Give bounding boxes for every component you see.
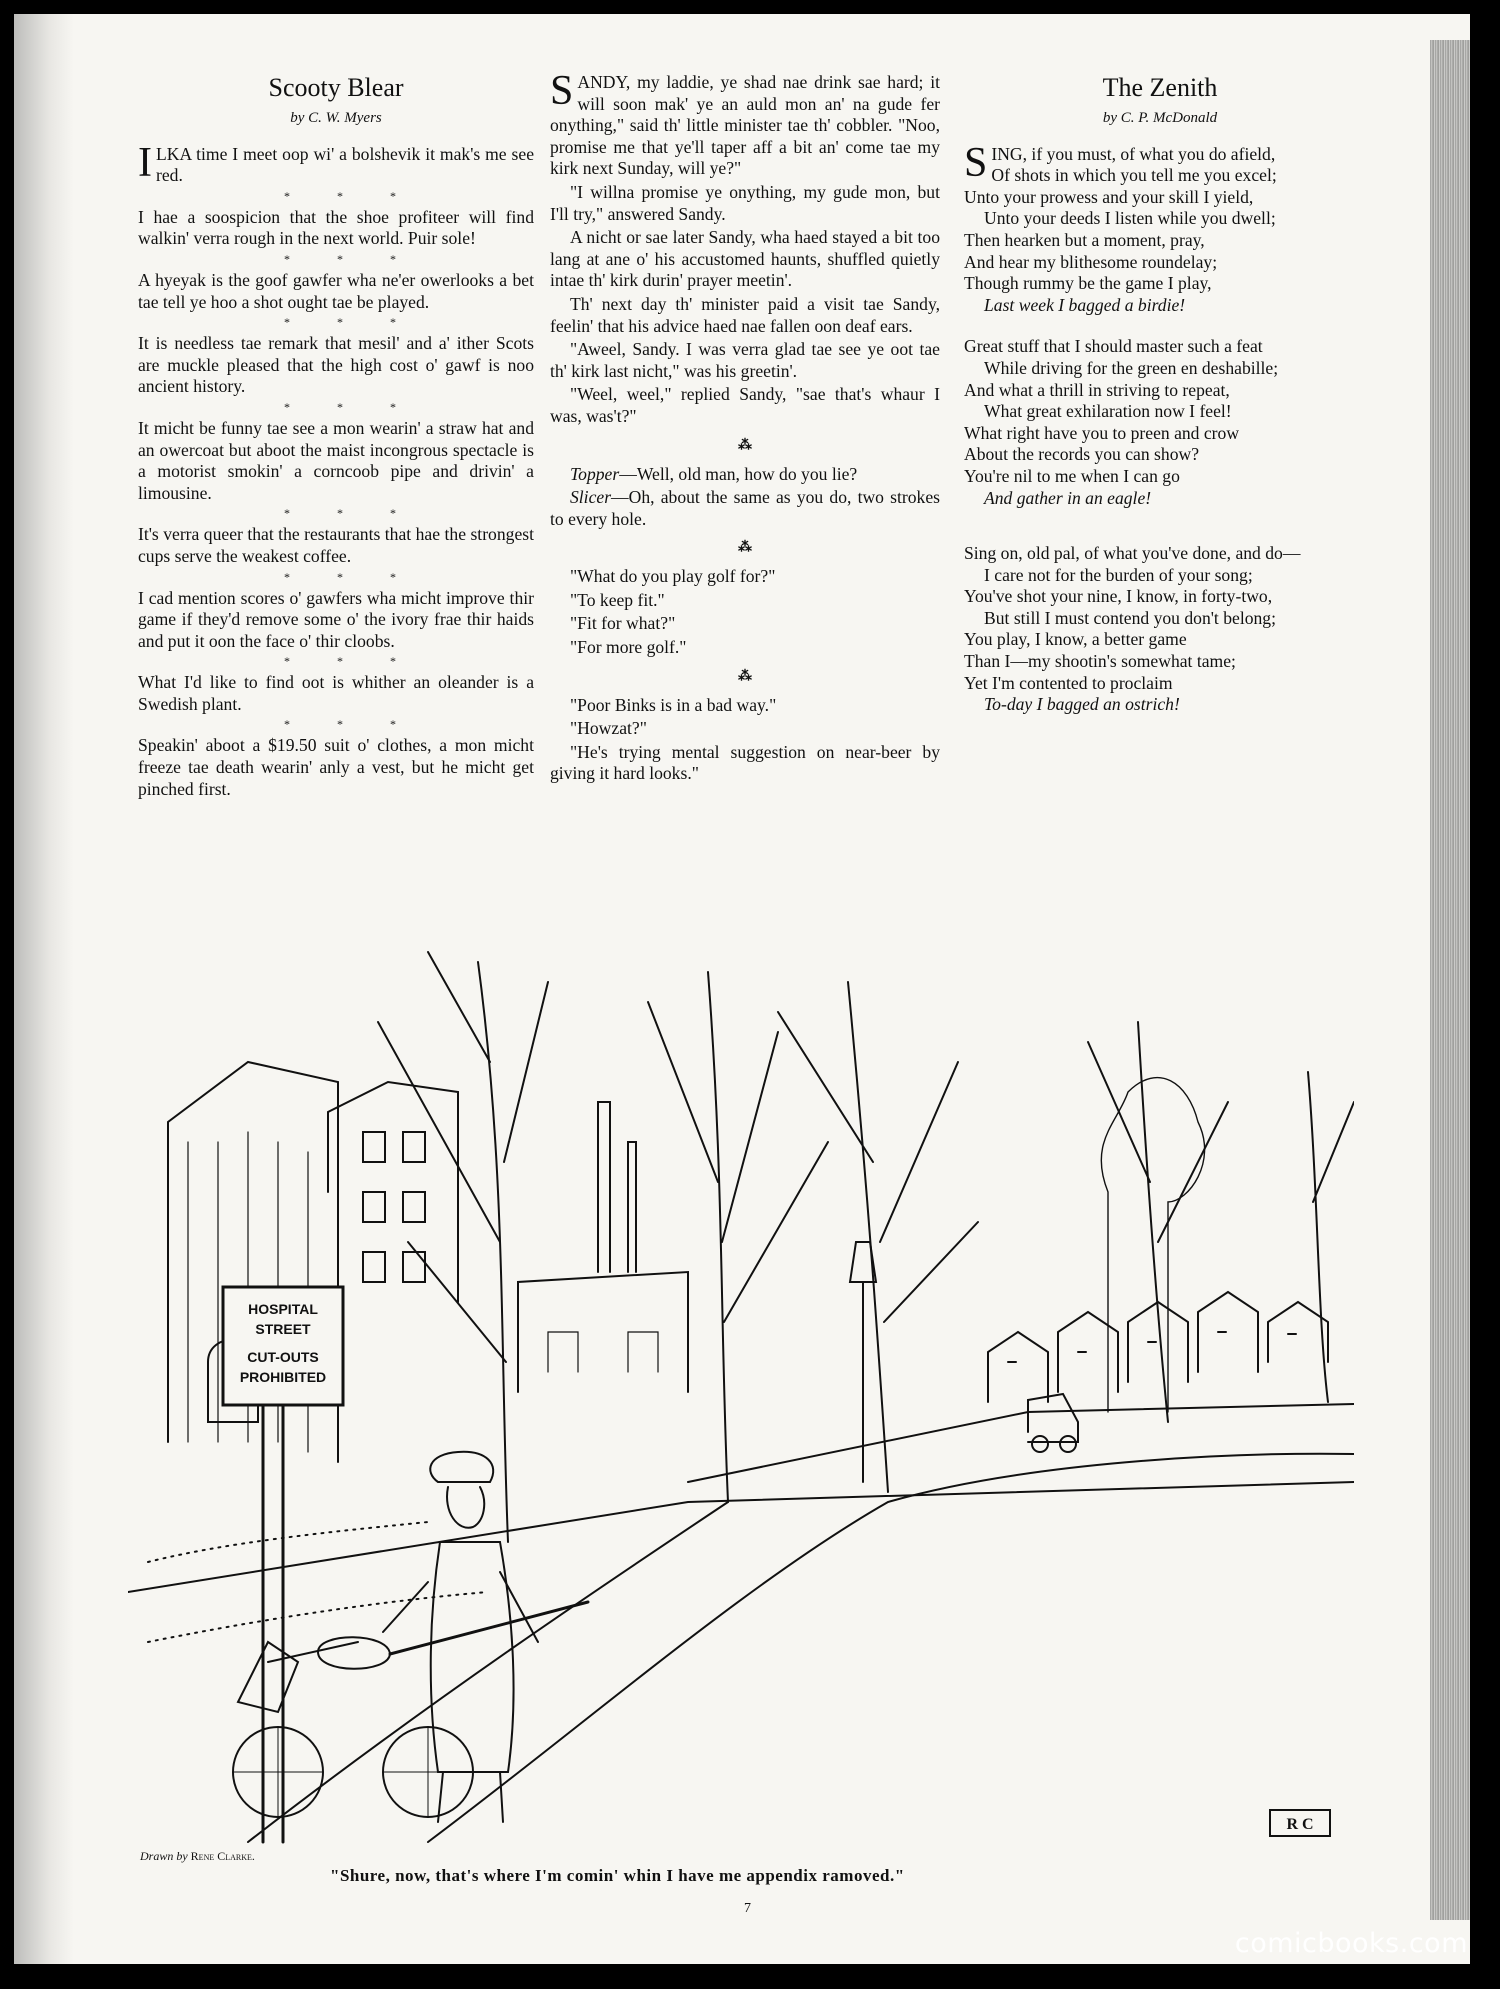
paragraph: "I willna promise ye onything, my gude mon, but I'll try," answered Sandy.	[550, 181, 940, 224]
paragraph: A nicht or sae later Sandy, wha haed stayed a bit too lang at ane o' his accustomed haunts, shuffled quietly intae th' kirk durin' prayer meetin'.	[550, 227, 940, 291]
poem-line: About the records you can show?	[964, 444, 1200, 465]
poem-line: You're nil to me when I can go	[964, 465, 1180, 486]
separator-stars: * * *	[284, 399, 418, 414]
watermark: comicbooks.com	[1234, 1928, 1468, 1959]
svg-text:R C: R C	[1286, 1816, 1314, 1833]
stanza-3	[964, 543, 1356, 716]
stanza-2	[964, 336, 1356, 509]
stanza-1	[964, 139, 1356, 317]
curb-line	[248, 1502, 728, 1842]
poem-line: Than I—my shootin's somewhat tame;	[964, 651, 1236, 672]
street-scene-illustration	[128, 942, 1354, 1846]
road-horizon	[688, 1404, 1354, 1482]
bare-tree	[648, 972, 828, 1502]
paragraph: It is needless tae remark that mesil' and a' ither Scots are muckle pleased that the high cost o' gawf is noo ancient history.	[138, 333, 534, 397]
dialogue-line: "For more golf."	[570, 637, 687, 658]
automobile	[1028, 1394, 1078, 1442]
poem-line: Then hearken but a moment, pray,	[964, 229, 1205, 250]
artist-monogram	[1270, 1810, 1330, 1836]
paragraph: Speakin' aboot a $19.50 suit o' clothes, a mon micht freeze tae death wearin' anly a vest, but he micht get pinched first.	[138, 735, 534, 799]
poem-line: What great exhilaration now I feel!	[984, 401, 1232, 422]
paragraph: It micht be funny tae see a mon wearin' a straw hat and an owercoat but aboot the maist incongrous spectacle is a motorist smokin' a corncoob pipe and drivin' a limousine.	[138, 417, 534, 503]
poem-line: Of shots in which you tell me you excel;	[991, 165, 1277, 186]
paragraph: "Weel, weel," replied Sandy, "sae that's whaur I was, was't?"	[550, 384, 940, 426]
first-paragraph: ILKA time I meet oop wi' a bolshevik it mak's me see red.	[138, 139, 534, 186]
separator-stars: * * *	[284, 654, 418, 669]
page-number: 7	[744, 1901, 751, 1916]
paragraph: I hae a soospicion that the shoe profiteer will find walkin' verra rough in the next world. Puir sole!	[138, 206, 534, 249]
paragraph: I cad mention scores o' gawfers wha micht improve thir game if they'd remove some o' the ivory frae thir haids and put it oon the face o' thir cloobs.	[138, 587, 534, 651]
poem-byline: by C. P. McDonald	[1102, 110, 1218, 126]
ornament-separator: ⁂	[738, 540, 752, 556]
column-scooty-blear	[138, 72, 534, 802]
poem-line: Yet I'm contented to proclaim	[964, 672, 1173, 693]
drop-cap: I	[138, 139, 152, 186]
separator-stars: * * *	[284, 569, 418, 584]
poem-line: And gather in an eagle!	[984, 487, 1152, 508]
separator-stars: * * *	[284, 717, 418, 732]
paragraph: "Aweel, Sandy. I was verra glad tae see ye oot tae th' kirk last nicht," was his greetin'.	[550, 339, 940, 381]
column-the-zenith	[964, 72, 1356, 716]
sign-post	[263, 1405, 283, 1842]
ornament-separator: ⁂	[738, 668, 752, 684]
dialogue-line: "Fit for what?"	[570, 613, 676, 634]
dialogue-line: "What do you play golf for?"	[570, 566, 776, 587]
page-spine-shadow	[14, 14, 74, 1964]
separator-stars: * * *	[284, 188, 418, 203]
bare-tree	[378, 952, 548, 1542]
sign-line: HOSPITAL	[248, 1301, 318, 1317]
sweeper-hat	[430, 1452, 493, 1482]
shovel-handle	[390, 1602, 588, 1654]
poem-line: SING, if you must, of what you do afield,	[964, 139, 1276, 186]
poem-title: The Zenith	[1102, 73, 1218, 102]
bare-tree	[778, 982, 978, 1492]
page-edge-stack	[1430, 40, 1470, 1920]
dialogue-line: Topper—Well, old man, how do you lie?	[570, 463, 858, 484]
poem-line: I care not for the burden of your song;	[984, 564, 1253, 585]
dialogue-line: "Howzat?"	[570, 718, 647, 739]
separator-stars: * * *	[284, 315, 418, 330]
poem-line: But still I must contend you don't belong;	[984, 607, 1276, 628]
separator-stars: * * *	[284, 251, 418, 266]
sign-line: STREET	[255, 1321, 311, 1337]
artist-credit: Drawn by Rene Clarke.	[140, 1849, 255, 1863]
ornament-separator: ⁂	[738, 437, 752, 453]
road-edge	[428, 1454, 1354, 1842]
poem-line: While driving for the green en deshabille;	[984, 357, 1279, 378]
poem-line: You've shot your nine, I know, in forty-two,	[964, 586, 1273, 607]
poem-line: Though rummy be the game I play,	[964, 273, 1212, 294]
sign-line: CUT-OUTS	[247, 1349, 319, 1365]
article-byline: by C. W. Myers	[290, 110, 382, 126]
paragraph: Th' next day th' minister paid a visit tae Sandy, feelin' that his advice haed nae fallen oon deaf ears.	[550, 293, 940, 336]
article-title: Scooty Blear	[268, 73, 404, 102]
poem-line: To-day I bagged an ostrich!	[984, 694, 1180, 715]
dialogue-line: Slicer—Oh, about the same as you do, two strokes to every hole.	[550, 487, 940, 529]
dialogue-line: "He's trying mental suggestion on near-beer by giving it hard looks."	[550, 741, 940, 784]
poem-line: Sing on, old pal, of what you've done, and do—	[964, 543, 1301, 564]
poem-line: And hear my blithesome roundelay;	[964, 251, 1218, 272]
poem-line: Last week I bagged a birdie!	[984, 294, 1186, 315]
paragraph: It's verra queer that the restaurants that hae the strongest cups serve the weakest coffee.	[138, 524, 534, 566]
paragraph: What I'd like to find oot is whither an oleander is a Swedish plant.	[138, 672, 534, 714]
poem-line: You play, I know, a better game	[964, 629, 1187, 650]
drop-cap: S	[964, 139, 988, 186]
dialogue-line: "Poor Binks is in a bad way."	[570, 694, 777, 715]
poem-line: Unto your deeds I listen while you dwell;	[984, 208, 1276, 229]
poem-line: Unto your prowess and your skill I yield,	[964, 186, 1254, 207]
sidewalk-line	[128, 1482, 1354, 1592]
poem-line: And what a thrill in striving to repeat,	[964, 379, 1230, 400]
cartoon-caption: "Shure, now, that's where I'm comin' whin I have me appendix ramoved."	[330, 1866, 905, 1885]
first-paragraph: SANDY, my laddie, ye shad nae drink sae hard; it will soon mak' ye an auld mon an' na gude fer onything," said th' little minister tae th' cobbler. "Noo, promise me that ye'll taper aff a bit an' come tae my kirk next Sunday, will ye?"	[550, 68, 940, 179]
poem-line: Great stuff that I should master such a feat	[964, 336, 1263, 357]
poem-line: What right have you to preen and crow	[964, 422, 1240, 443]
drop-cap: S	[550, 68, 574, 114]
paragraph: A hyeyak is the goof gawfer wha ne'er owerlooks a bet tae tell ye hoo a shot ought tae be played.	[138, 269, 534, 312]
separator-stars: * * *	[284, 506, 418, 521]
dialogue-line: "To keep fit."	[570, 589, 665, 610]
sign-line: PROHIBITED	[239, 1369, 327, 1385]
street-lamp	[850, 1242, 876, 1482]
column-sandy	[550, 68, 940, 787]
broom	[238, 1642, 298, 1712]
